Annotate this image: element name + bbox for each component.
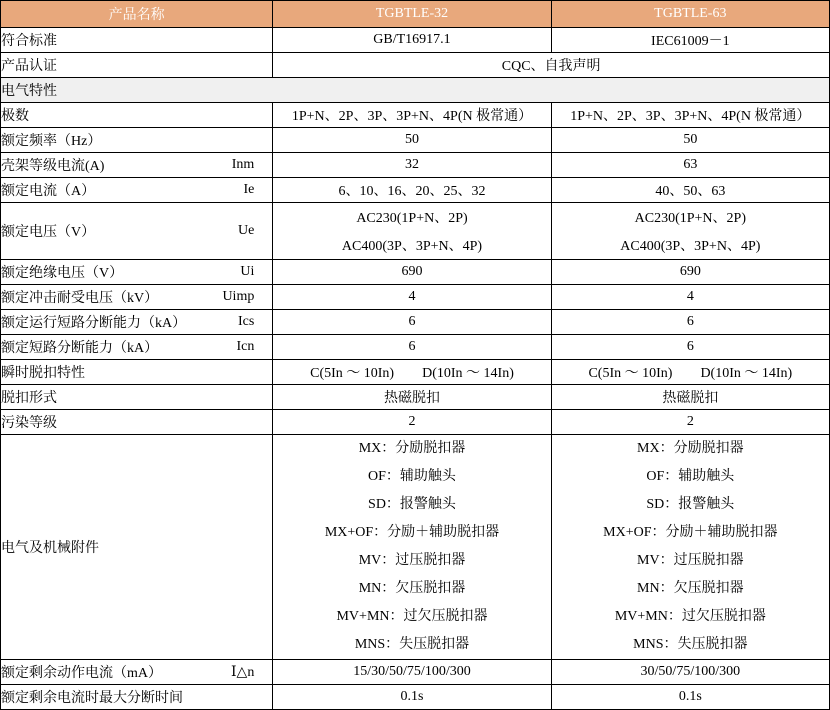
voltage-line: AC400(3P、3P+N、4P) bbox=[620, 239, 761, 254]
table-row bbox=[1, 53, 830, 78]
row-label-insulation-voltage bbox=[1, 260, 273, 285]
label-text: 额定电流（A） bbox=[1, 184, 96, 199]
row-value-icn-b: 6 bbox=[551, 335, 829, 360]
table-header-row bbox=[1, 1, 830, 28]
accessory-line: SD：报警触头 bbox=[646, 497, 735, 512]
label-symbol: Ue bbox=[238, 223, 255, 238]
accessory-line: MX：分励脱扣器 bbox=[358, 441, 466, 456]
table-row bbox=[1, 128, 830, 153]
table-row bbox=[1, 203, 830, 260]
table-row bbox=[1, 410, 830, 435]
table-row bbox=[1, 260, 830, 285]
row-value-rated-voltage-a bbox=[273, 203, 551, 260]
row-value-accessories-a bbox=[273, 435, 551, 660]
accessory-line: OF：辅助触头 bbox=[646, 469, 735, 484]
row-label-ics bbox=[1, 310, 273, 335]
row-value-residual-current-a: 15/30/50/75/100/300 bbox=[273, 660, 551, 685]
table-row bbox=[1, 178, 830, 203]
row-value-pollution-degree-a: 2 bbox=[273, 410, 551, 435]
row-value-icn-a: 6 bbox=[273, 335, 551, 360]
row-label-rated-current bbox=[1, 178, 273, 203]
row-value-insulation-voltage-b: 690 bbox=[551, 260, 829, 285]
label-symbol: Inm bbox=[231, 157, 255, 172]
table-row bbox=[1, 28, 830, 53]
table-row bbox=[1, 285, 830, 310]
row-value-ics-b: 6 bbox=[551, 310, 829, 335]
label-text: 额定短路分断能力（kA） bbox=[1, 341, 159, 356]
voltage-line: AC230(1P+N、2P) bbox=[356, 211, 468, 226]
row-label-accessories: 电气及机械附件 bbox=[1, 435, 273, 660]
row-value-trip-type-a: 热磁脱扣 bbox=[273, 385, 551, 410]
table-row-accessories bbox=[1, 435, 830, 660]
row-value-trip-characteristic-a bbox=[273, 360, 551, 385]
row-label-certification: 产品认证 bbox=[1, 53, 273, 78]
row-value-accessories-b bbox=[551, 435, 829, 660]
accessory-line: OF：辅助触头 bbox=[368, 469, 456, 484]
accessory-line: MX+OF：分励＋辅助脱扣器 bbox=[324, 525, 500, 540]
voltage-line: AC400(3P、3P+N、4P) bbox=[341, 239, 483, 254]
row-label-break-time: 额定剩余电流时最大分断时间 bbox=[1, 685, 273, 710]
accessory-line: MNS：失压脱扣器 bbox=[354, 637, 470, 652]
accessory-line: MX+OF：分励＋辅助脱扣器 bbox=[603, 525, 778, 540]
row-value-residual-current-b: 30/50/75/100/300 bbox=[551, 660, 829, 685]
row-label-standard: 符合标准 bbox=[1, 28, 273, 53]
trip-curve-c: C(5In ～ 10In) bbox=[310, 366, 395, 381]
row-label-trip-type: 脱扣形式 bbox=[1, 385, 273, 410]
row-value-insulation-voltage-a: 690 bbox=[273, 260, 551, 285]
row-value-certification: CQC、自我声明 bbox=[273, 53, 830, 78]
row-value-frame-current-b: 63 bbox=[551, 153, 829, 178]
row-value-frequency-a: 50 bbox=[273, 128, 551, 153]
row-label-frame-current bbox=[1, 153, 273, 178]
row-value-break-time-a: 0.1s bbox=[273, 685, 551, 710]
table-row bbox=[1, 685, 830, 710]
row-value-impulse-voltage-a: 4 bbox=[273, 285, 551, 310]
accessory-line: MV+MN：过欠压脱扣器 bbox=[336, 609, 488, 624]
row-value-standard-a: GB/T16917.1 bbox=[273, 28, 551, 53]
row-value-rated-current-a: 6、10、16、20、25、32 bbox=[273, 178, 551, 203]
row-value-trip-type-b: 热磁脱扣 bbox=[551, 385, 829, 410]
table-row bbox=[1, 335, 830, 360]
accessory-line: MN：欠压脱扣器 bbox=[358, 581, 466, 596]
row-value-poles-a: 1P+N、2P、3P、3P+N、4P(N 极常通） bbox=[273, 103, 551, 128]
table-row bbox=[1, 660, 830, 685]
row-value-ics-a: 6 bbox=[273, 310, 551, 335]
row-value-frequency-b: 50 bbox=[551, 128, 829, 153]
trip-curve-c: C(5In ～ 10In) bbox=[588, 366, 673, 381]
table-row bbox=[1, 103, 830, 128]
row-value-pollution-degree-b: 2 bbox=[551, 410, 829, 435]
row-label-trip-characteristic: 瞬时脱扣特性 bbox=[1, 360, 273, 385]
row-value-break-time-b: 0.1s bbox=[551, 685, 829, 710]
label-text: 额定绝缘电压（V） bbox=[1, 266, 124, 281]
accessory-line: MV+MN：过欠压脱扣器 bbox=[614, 609, 766, 624]
row-value-impulse-voltage-b: 4 bbox=[551, 285, 829, 310]
section-title-electrical: 电气特性 bbox=[1, 78, 830, 103]
table-row bbox=[1, 360, 830, 385]
table-row bbox=[1, 153, 830, 178]
accessory-line: MV：过压脱扣器 bbox=[637, 553, 744, 568]
accessory-line: SD：报警触头 bbox=[368, 497, 456, 512]
trip-curve-d: D(10In ～ 14In) bbox=[700, 366, 793, 381]
row-label-pollution-degree: 污染等级 bbox=[1, 410, 273, 435]
row-label-frequency: 额定频率（Hz） bbox=[1, 128, 273, 153]
row-label-rated-voltage bbox=[1, 203, 273, 260]
label-text: 额定运行短路分断能力（kA） bbox=[1, 316, 187, 331]
voltage-line: AC230(1P+N、2P) bbox=[634, 211, 746, 226]
header-model-b: TGBTLE-63 bbox=[551, 1, 829, 28]
row-value-standard-b: IEC61009－1 bbox=[551, 28, 829, 53]
label-text: 壳架等级电流(A) bbox=[1, 159, 105, 174]
accessory-line: MNS：失压脱扣器 bbox=[633, 637, 748, 652]
row-label-residual-current bbox=[1, 660, 273, 685]
row-value-poles-b: 1P+N、2P、3P、3P+N、4P(N 极常通） bbox=[551, 103, 829, 128]
accessory-line: MV：过压脱扣器 bbox=[358, 553, 466, 568]
row-value-frame-current-a: 32 bbox=[273, 153, 551, 178]
label-symbol: Ie bbox=[243, 182, 255, 197]
label-symbol: Ⅰ△n bbox=[231, 664, 255, 680]
label-symbol: Icn bbox=[236, 339, 255, 354]
section-header-row bbox=[1, 78, 830, 103]
accessory-line: MN：欠压脱扣器 bbox=[637, 581, 744, 596]
row-label-impulse-voltage bbox=[1, 285, 273, 310]
row-value-rated-current-b: 40、50、63 bbox=[551, 178, 829, 203]
table-row bbox=[1, 310, 830, 335]
label-symbol: Uimp bbox=[222, 289, 255, 304]
row-value-rated-voltage-b bbox=[551, 203, 829, 260]
label-symbol: Ui bbox=[240, 264, 255, 279]
header-model-a: TGBTLE-32 bbox=[273, 1, 551, 28]
label-text: 额定冲击耐受电压（kV） bbox=[1, 291, 159, 306]
row-value-trip-characteristic-b bbox=[551, 360, 829, 385]
label-text: 额定电压（V） bbox=[1, 225, 96, 240]
table-row bbox=[1, 385, 830, 410]
header-product-name: 产品名称 bbox=[1, 1, 273, 28]
accessory-line: MX：分励脱扣器 bbox=[637, 441, 744, 456]
trip-curve-d: D(10In ～ 14In) bbox=[422, 366, 514, 381]
row-label-icn bbox=[1, 335, 273, 360]
row-label-poles: 极数 bbox=[1, 103, 273, 128]
label-text: 额定剩余动作电流（mA） bbox=[1, 666, 162, 681]
label-symbol: Ics bbox=[238, 314, 255, 329]
